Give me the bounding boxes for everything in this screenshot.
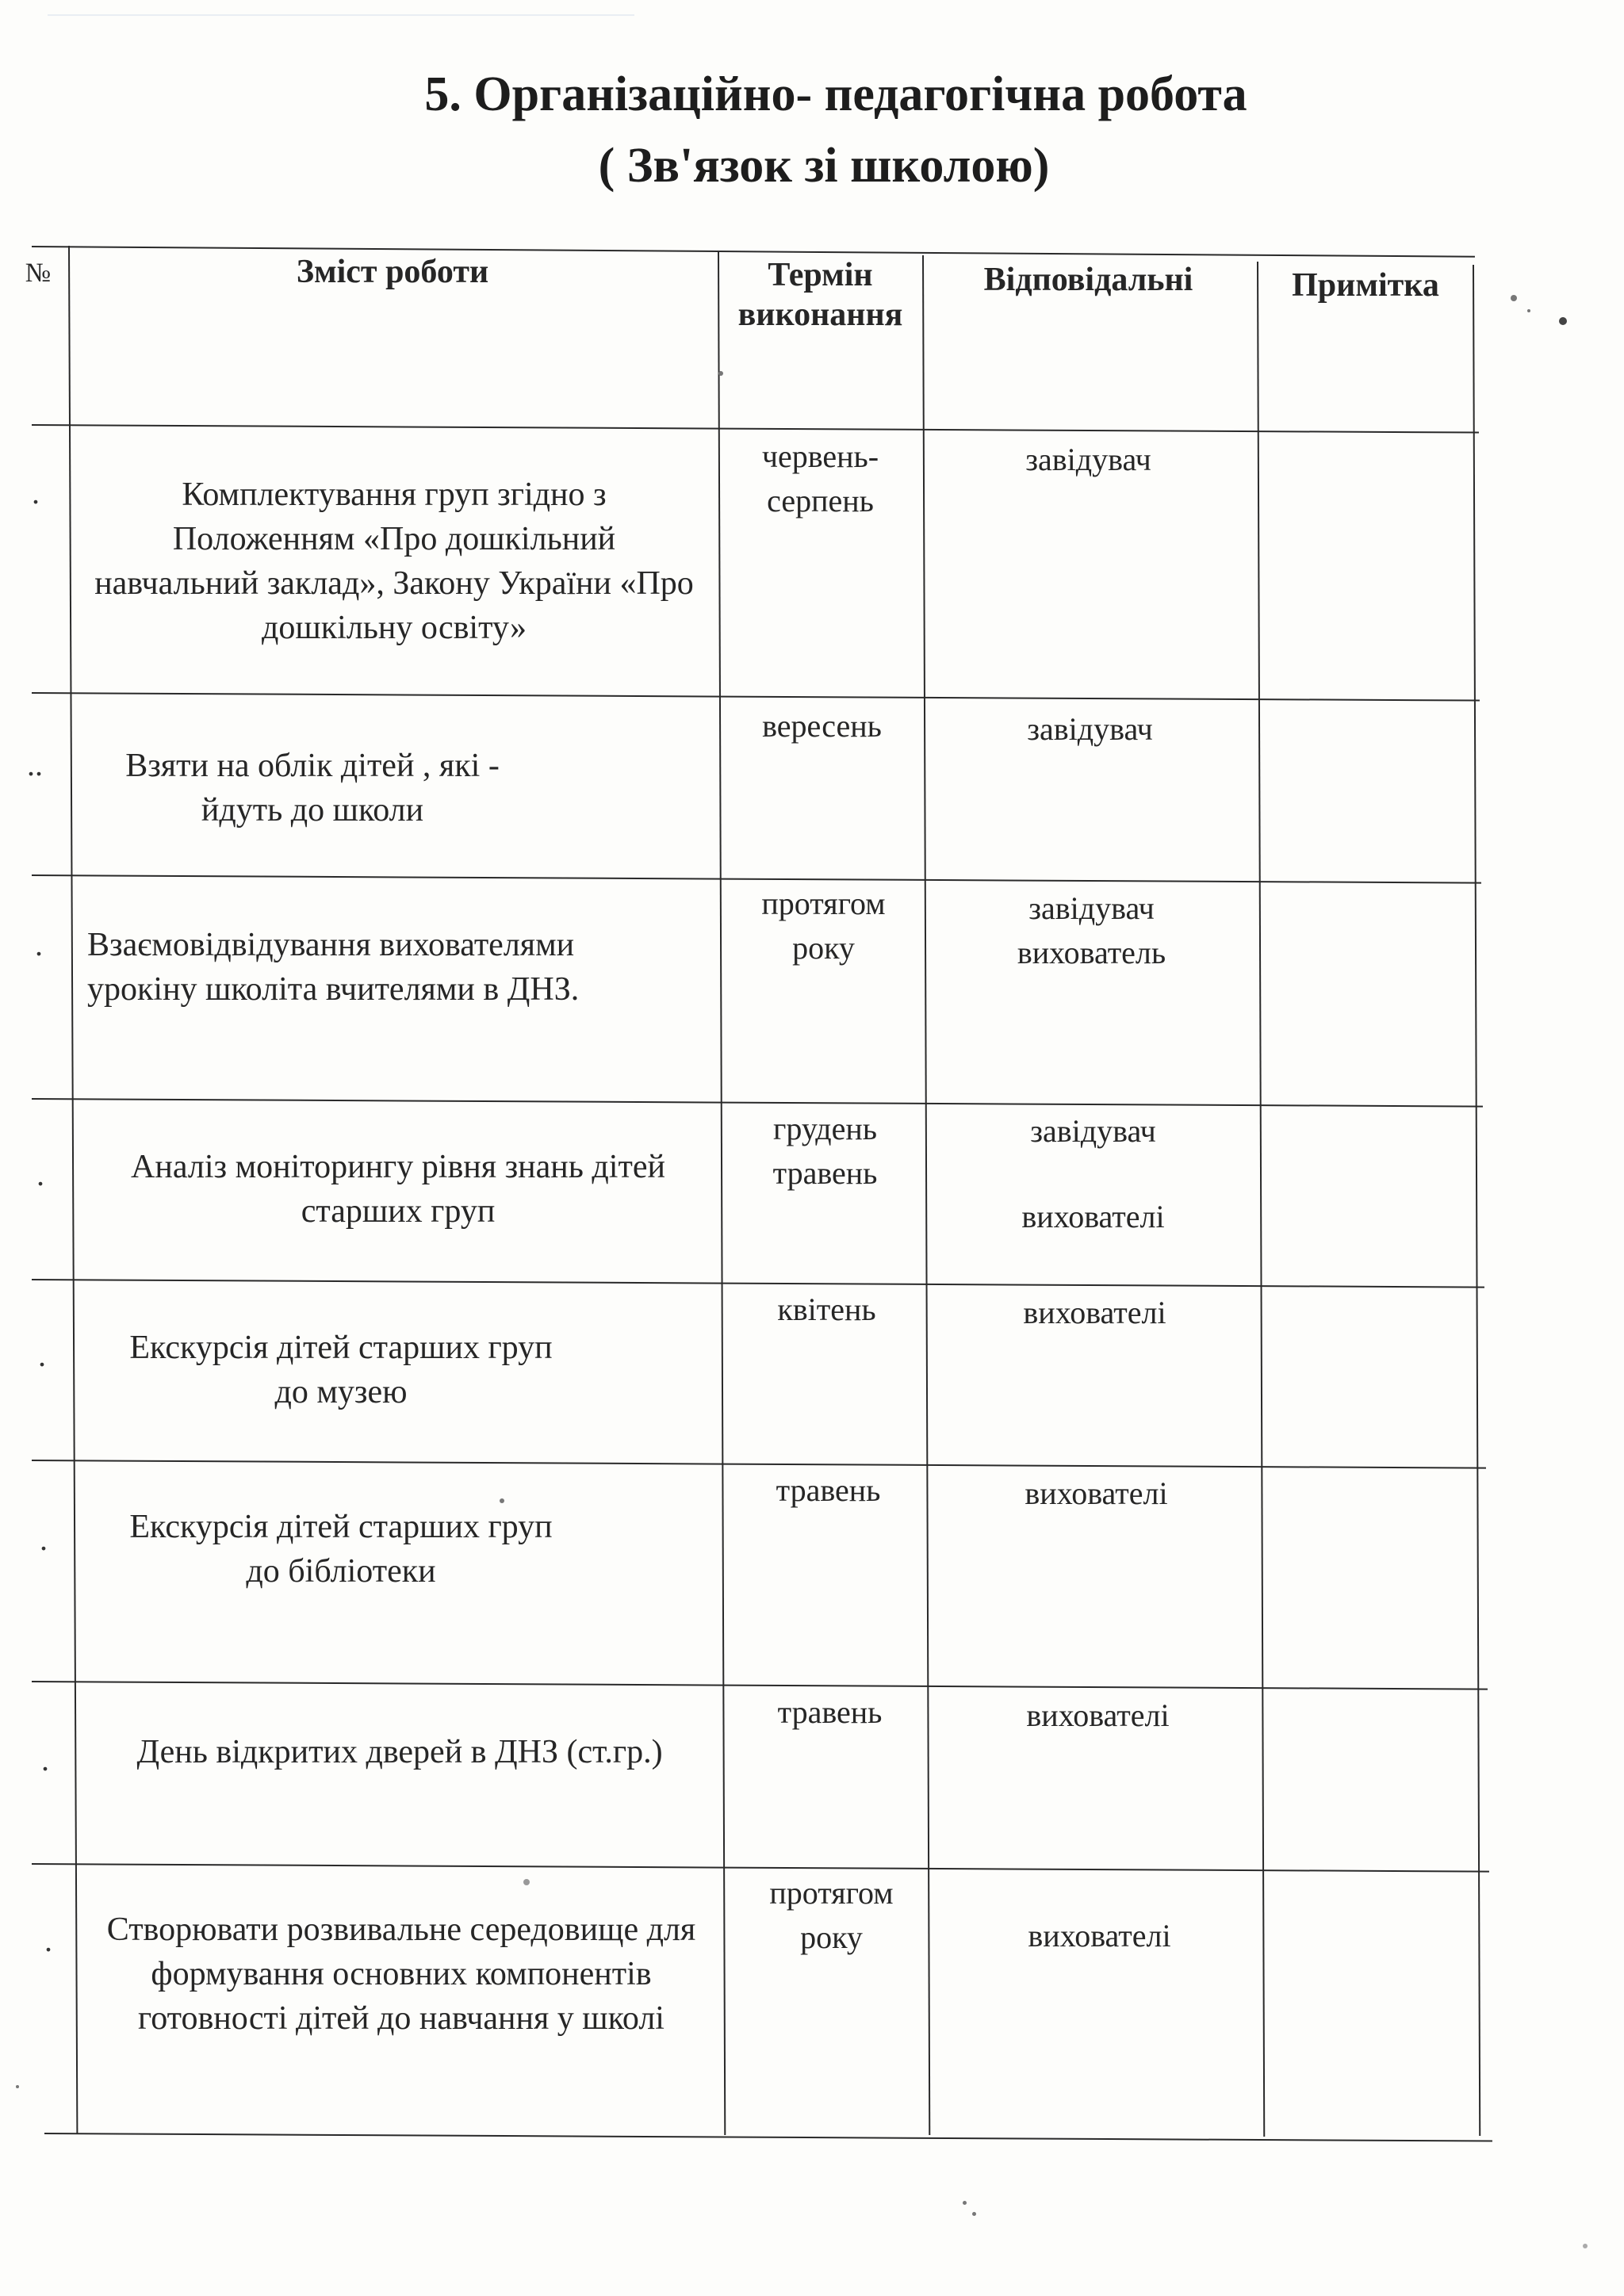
table-rule-row1 xyxy=(32,692,1480,702)
table-rule-header xyxy=(32,424,1479,434)
table-rule-row3 xyxy=(32,1098,1483,1108)
row-marker: . xyxy=(38,1337,46,1373)
row-content: Створювати розвивальне середовище для формування основних компонентів готовності дітей до навчання у школі xyxy=(106,1911,696,2037)
row-content: Аналіз моніторингу рівня знань дітей старших груп xyxy=(131,1149,665,1230)
header-term: Термін виконання xyxy=(737,257,903,333)
table-rule-bottom xyxy=(44,2133,1492,2142)
row-marker: . xyxy=(36,1157,44,1192)
row-content: Комплектування груп згідно з Положенням «Про дошкільний навчальний заклад», Закону України «Про дошкільну освіту» xyxy=(94,476,694,646)
scan-speck xyxy=(1527,309,1530,312)
scan-speck xyxy=(972,2212,976,2216)
row-term: травень xyxy=(777,1694,883,1730)
row-responsible: вихователі xyxy=(1025,1475,1168,1511)
table-rule-row6 xyxy=(32,1681,1488,1690)
scan-speck xyxy=(963,2201,967,2205)
scan-speck xyxy=(1559,317,1567,325)
page-title: 5. Організаційно- педагогічна робота xyxy=(424,67,1247,121)
table-col-rule-5 xyxy=(1473,265,1480,2136)
row-content: Взаємовідвідування вихователями урокіну школіта вчителями в ДНЗ. xyxy=(87,927,580,1008)
scan-speck xyxy=(718,371,723,376)
scan-speck xyxy=(500,1498,504,1503)
row-note xyxy=(1269,1879,1459,2117)
row-term: протягом року xyxy=(761,886,886,966)
row-marker: . xyxy=(40,1521,48,1557)
row-marker: . xyxy=(35,927,43,962)
table-col-rule-2 xyxy=(718,252,726,2135)
row-term: червень- серпень xyxy=(761,438,879,519)
row-note xyxy=(1269,1292,1459,1451)
table-rule-row4 xyxy=(32,1279,1484,1288)
row-term: квітень xyxy=(777,1292,876,1327)
row-responsible: вихователі xyxy=(1023,1295,1166,1330)
header-note: Примітка xyxy=(1292,267,1439,304)
row-note xyxy=(1269,706,1459,864)
scan-speck xyxy=(523,1879,530,1885)
row-responsible: завідувач вихователь xyxy=(1017,890,1166,970)
row-note xyxy=(1269,444,1459,682)
row-marker: .. xyxy=(27,747,43,783)
table-rule-row5 xyxy=(32,1460,1486,1469)
scan-speck xyxy=(16,2085,19,2088)
row-term: протягом року xyxy=(769,1875,894,1955)
table-col-rule-3 xyxy=(922,255,930,2135)
row-term: вересень xyxy=(762,708,882,744)
row-responsible: завідувач xyxy=(1027,711,1153,747)
row-responsible: завідувач вихователі xyxy=(1021,1113,1165,1234)
row-note xyxy=(1269,1110,1459,1269)
row-note xyxy=(1269,1475,1459,1673)
scan-speck xyxy=(1583,2244,1588,2248)
row-marker: . xyxy=(32,475,40,511)
row-responsible: завідувач xyxy=(1025,442,1151,477)
page-subtitle: ( Зв'язок зі школою) xyxy=(598,139,1050,193)
header-number: № xyxy=(25,258,52,288)
row-marker: . xyxy=(41,1742,49,1777)
row-note xyxy=(1269,888,1459,1086)
header-responsible: Відповідальні xyxy=(983,262,1193,298)
row-term: травень xyxy=(776,1472,881,1508)
row-note xyxy=(1269,1697,1459,1855)
row-responsible: вихователі xyxy=(1026,1697,1170,1733)
table-col-rule-1 xyxy=(68,246,78,2134)
row-responsible: вихователі xyxy=(1028,1918,1171,1954)
table-col-rule-4 xyxy=(1257,262,1265,2137)
row-content: Екскурсія дітей старших груп до бібліотеки xyxy=(129,1509,553,1590)
row-marker: . xyxy=(44,1923,52,1958)
header-content: Зміст роботи xyxy=(296,254,489,290)
row-content: Взяти на облік дітей , які - йдуть до школи xyxy=(125,748,500,828)
row-content: Екскурсія дітей старших груп до музею xyxy=(129,1330,553,1410)
row-content: День відкритих дверей в ДНЗ (ст.гр.) xyxy=(136,1734,663,1770)
row-term: грудень травень xyxy=(772,1111,878,1191)
scan-speck xyxy=(1511,295,1517,301)
